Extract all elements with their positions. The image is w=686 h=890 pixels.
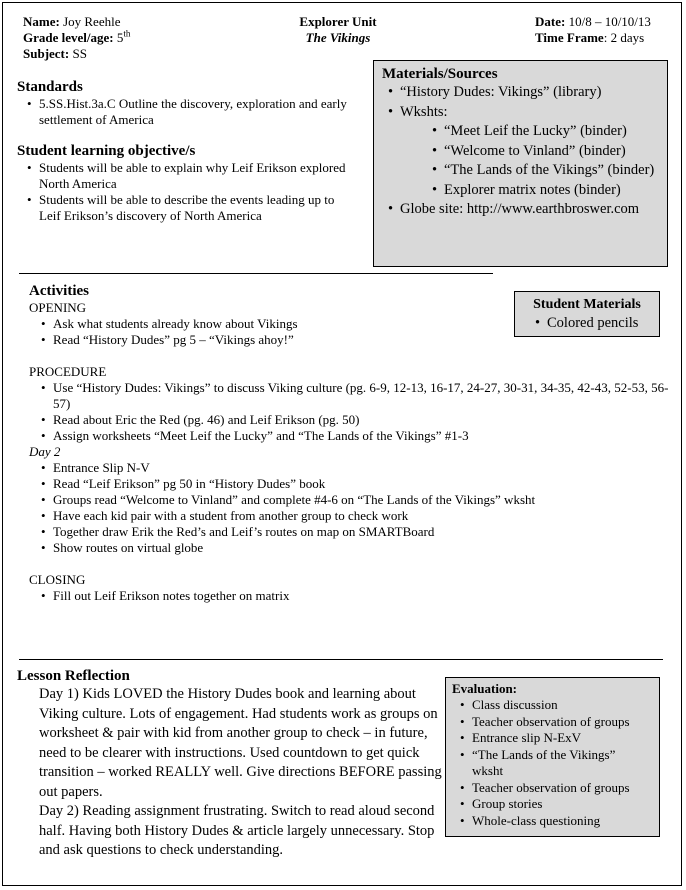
- evaluation-item: • Class discussion: [460, 697, 653, 714]
- materials-item: • Globe site: http://www.earthbroswer.com: [388, 200, 659, 220]
- objectives-section: [17, 142, 357, 224]
- opening-item: • Read “History Dudes” pg 5 – “Vikings ahoy!”: [41, 332, 511, 348]
- reflection-day2: Day 2) Reading assignment frustrating. Switch to read aloud second half. Having both History Dudes & article largely unnecessary. Stop and ask questions to check understanding.: [39, 803, 435, 858]
- materials-sub-item: • “Welcome to Vinland” (binder): [432, 142, 659, 162]
- student-materials-title: Student Materials: [533, 297, 641, 312]
- closing-item: • Fill out Leif Erikson notes together on matrix: [41, 588, 669, 604]
- reflection-title: Lesson Reflection: [17, 668, 130, 684]
- procedure-item: • Use “History Dudes: Vikings” to discuss Viking culture (pg. 6-9, 12-13, 16-17, 24-27, 30-31, 34-35, 42-43, 52-53, 56-57): [41, 380, 669, 412]
- closing-label: CLOSING: [29, 572, 86, 587]
- objectives-title: Student learning objective/s: [17, 143, 196, 159]
- timeframe-label: Time Frame: [535, 30, 604, 45]
- name-value: Joy Reehle: [63, 14, 121, 29]
- evaluation-item: • Teacher observation of groups: [460, 780, 653, 797]
- evaluation-item: • Group stories: [460, 796, 653, 813]
- date-value: 10/8 – 10/10/13: [568, 14, 651, 29]
- opening-item: • Ask what students already know about Vikings: [41, 316, 511, 332]
- evaluation-item: • Entrance slip N-ExV: [460, 730, 653, 747]
- header-right: [535, 14, 680, 46]
- standards-section: [17, 78, 357, 128]
- materials-sub-item: • “The Lands of the Vikings” (binder): [432, 161, 659, 181]
- evaluation-item: • Teacher observation of groups: [460, 714, 653, 731]
- date-label: Date:: [535, 14, 566, 29]
- divider: [19, 659, 663, 660]
- objective-item: • Students will be able to describe the events leading up to Leif Erikson’s discovery of North America: [27, 192, 357, 224]
- name-label: Name:: [23, 14, 60, 29]
- header-left: [23, 14, 223, 62]
- day2-item: • Together draw Erik the Red’s and Leif’s routes on map on SMARTBoard: [41, 524, 669, 540]
- materials-item: • “History Dudes: Vikings” (library): [388, 83, 659, 103]
- unit-subtitle: The Vikings: [305, 30, 371, 45]
- objective-item: • Students will be able to explain why Leif Erikson explored North America: [27, 160, 357, 192]
- materials-title: Materials/Sources: [382, 66, 498, 82]
- materials-box: [373, 60, 668, 267]
- standards-item: • 5.SS.Hist.3a.C Outline the discovery, exploration and early settlement of America: [27, 96, 357, 128]
- grade-suffix: th: [123, 28, 131, 39]
- reflection-section: [17, 667, 445, 861]
- header-center: [263, 14, 413, 46]
- evaluation-box: [445, 677, 660, 837]
- evaluation-title: Evaluation:: [452, 681, 518, 696]
- standards-title: Standards: [17, 79, 83, 95]
- grade-label: Grade level/age:: [23, 30, 114, 45]
- grade-value: 5: [116, 30, 124, 45]
- unit-title: Explorer Unit: [299, 14, 377, 29]
- procedure-label: PROCEDURE: [29, 364, 107, 379]
- evaluation-item: • “The Lands of the Vikings” wksht: [460, 747, 642, 780]
- materials-worksheets-label: Wkshts:: [400, 103, 448, 120]
- lesson-plan-page: [2, 2, 682, 886]
- procedure-item: • Assign worksheets “Meet Leif the Lucky” and “The Lands of the Vikings” #1-3: [41, 428, 669, 444]
- materials-sub-item: • “Meet Leif the Lucky” (binder): [432, 122, 659, 142]
- opening-label: OPENING: [29, 300, 87, 315]
- student-materials-box: [514, 291, 660, 337]
- subject-value: SS: [72, 46, 87, 61]
- evaluation-item: • Whole-class questioning: [460, 813, 653, 830]
- day2-item: • Show routes on virtual globe: [41, 540, 669, 556]
- reflection-day1: Day 1) Kids LOVED the History Dudes book and learning about Viking culture. Lots of engagement. Had students work as groups on worksheet & pair with kid from another group to check – in future, need to be clearer with instructions. Used countdown to get quick transition – worked REALLY well. Give directions BEFORE passing out papers.: [39, 686, 442, 800]
- activities-title: Activities: [29, 283, 89, 299]
- subject-label: Subject:: [23, 46, 70, 61]
- day2-item: • Read “Leif Erikson” pg 50 in “History Dudes” book: [41, 476, 669, 492]
- student-materials-item: • Colored pencils: [535, 314, 653, 332]
- day2-label: Day 2: [29, 444, 61, 459]
- day2-item: • Have each kid pair with a student from another group to check work: [41, 508, 669, 524]
- procedure-item: • Read about Eric the Red (pg. 46) and Leif Erikson (pg. 50): [41, 412, 669, 428]
- day2-item: • Groups read “Welcome to Vinland” and complete #4-6 on “The Lands of the Vikings” wksht: [41, 492, 669, 508]
- day2-item: • Entrance Slip N-V: [41, 460, 669, 476]
- divider: [19, 273, 493, 274]
- timeframe-value: : 2 days: [603, 30, 645, 45]
- materials-sub-item: • Explorer matrix notes (binder): [432, 181, 659, 201]
- materials-item: [388, 103, 659, 201]
